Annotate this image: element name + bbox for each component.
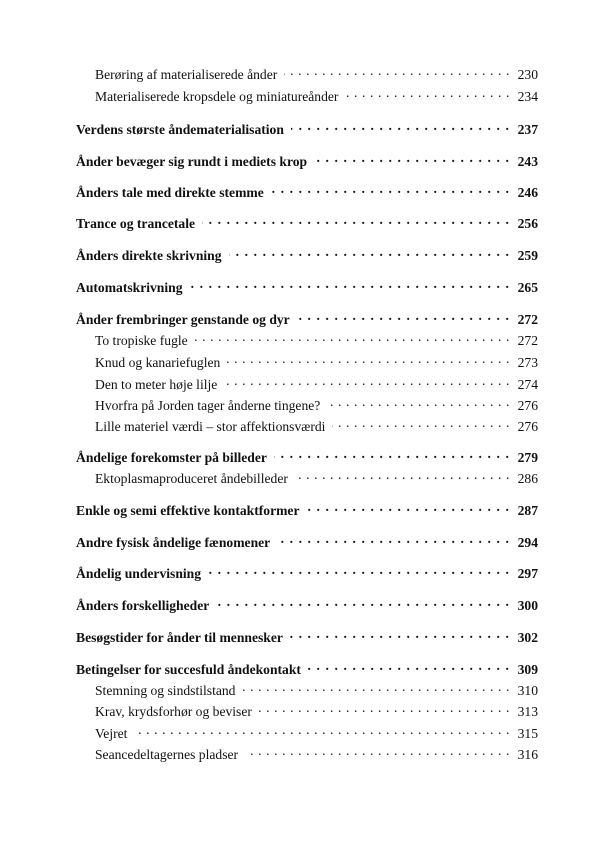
toc-entry-title: Ånders forskelligheder: [76, 598, 210, 613]
dot-leader: [271, 181, 510, 197]
toc-entry-title: Krav, krydsforhør og beviser: [95, 704, 252, 719]
toc-chapter-entry: [76, 276, 538, 296]
toc-entry-title: Automatskrivning: [76, 280, 183, 295]
toc-entry-page: 300: [517, 598, 538, 613]
dot-leader: [216, 594, 510, 610]
dot-leader: [307, 499, 510, 515]
dot-leader: [202, 212, 510, 228]
dot-leader: [229, 244, 510, 260]
dot-leader: [242, 679, 510, 695]
toc-chapter-entry: [76, 626, 538, 646]
toc-entry: [95, 743, 538, 763]
toc-entry-title: Berøring af materialiserede ånder: [95, 67, 278, 82]
toc-chapter-entry: [76, 446, 538, 466]
toc-entry-page: 302: [517, 630, 538, 645]
toc-entry-page: 310: [517, 683, 538, 698]
toc-entry-page: 276: [517, 398, 538, 413]
dot-leader: [245, 743, 510, 759]
toc-entry-page: 316: [517, 747, 538, 762]
toc-entry: [95, 415, 538, 435]
toc-entry-page: 297: [517, 566, 538, 581]
toc-entry: [95, 373, 538, 393]
toc-entry-title: Knud og kanariefuglen: [95, 355, 221, 370]
dot-leader: [274, 446, 510, 462]
toc-entry-page: 237: [517, 122, 538, 137]
toc-entry: [95, 700, 538, 720]
toc-entry-title: Andre fysisk åndelige fænomener: [76, 535, 271, 550]
toc-chapter-entry: [76, 181, 538, 201]
toc-entry-title: Ånders tale med direkte stemme: [76, 185, 264, 200]
dot-leader: [345, 85, 510, 101]
toc-entry-page: 276: [517, 419, 538, 434]
toc-entry-page: 272: [517, 333, 538, 348]
toc-chapter-entry: [76, 244, 538, 264]
toc-entry-title: Åndelig undervisning: [76, 566, 202, 581]
dot-leader: [332, 415, 510, 431]
toc-entry-page: 287: [517, 503, 538, 518]
toc-entry: [95, 394, 538, 414]
toc-entry-page: 246: [517, 185, 538, 200]
dot-leader: [290, 626, 510, 642]
dot-leader: [297, 308, 510, 324]
toc-entry: [95, 329, 538, 349]
toc-entry: [95, 85, 538, 105]
toc-entry: [95, 467, 538, 487]
toc-entry-title: Stemning og sindstilstand: [95, 683, 236, 698]
dot-leader: [259, 700, 510, 716]
toc-entry-page: 274: [517, 377, 538, 392]
dot-leader: [224, 373, 510, 389]
toc-chapter-entry: [76, 118, 538, 138]
toc-entry-page: 272: [517, 312, 538, 327]
toc-entry-title: Vejret: [95, 726, 128, 741]
toc-entry-page: 234: [517, 89, 538, 104]
toc-entry: [95, 679, 538, 699]
dot-leader: [208, 562, 510, 578]
toc-chapter-entry: [76, 212, 538, 232]
dot-leader: [327, 394, 510, 410]
toc-entry-title: Ånders direkte skrivning: [76, 248, 222, 263]
dot-leader: [295, 467, 510, 483]
toc-chapter-entry: [76, 150, 538, 170]
toc-entry-page: 256: [517, 216, 538, 231]
dot-leader: [195, 329, 510, 345]
toc-entry-title: Åndelige forekomster på billeder: [76, 450, 267, 465]
toc-chapter-entry: [76, 531, 538, 551]
toc-entry-title: To tropiske fugle: [95, 333, 188, 348]
toc-entry: [95, 63, 538, 83]
toc-entry-page: 230: [517, 67, 538, 82]
toc-entry-title: Ånder bevæger sig rundt i mediets krop: [76, 154, 308, 169]
toc-entry-page: 273: [517, 355, 538, 370]
dot-leader: [314, 150, 510, 166]
dot-leader: [308, 658, 510, 674]
toc-entry-page: 286: [517, 471, 538, 486]
toc-entry: [95, 351, 538, 371]
toc-chapter-entry: [76, 562, 538, 582]
toc-entry-title: Lille materiel værdi – stor affektionsværdi: [95, 419, 326, 434]
toc-chapter-entry: [76, 499, 538, 519]
dot-leader: [277, 531, 510, 547]
toc-entry-page: 315: [517, 726, 538, 741]
dot-leader: [284, 63, 510, 79]
dot-leader: [291, 118, 510, 134]
toc-entry-title: Betingelser for succesfuld åndekontakt: [76, 662, 301, 677]
toc-chapter-entry: [76, 308, 538, 328]
toc-entry-title: Seancedeltagernes pladser: [95, 747, 239, 762]
toc-entry-page: 313: [517, 704, 538, 719]
toc-entry-page: 259: [517, 248, 538, 263]
dot-leader: [134, 722, 510, 738]
toc-entry-title: Materialiserede kropsdele og miniatureånder: [95, 89, 339, 104]
toc-entry-page: 243: [517, 154, 538, 169]
toc-entry-title: Verdens største åndematerialisation: [76, 122, 284, 137]
toc-chapter-entry: [76, 658, 538, 678]
toc-entry-title: Den to meter høje lilje: [95, 377, 218, 392]
toc-entry-title: Besøgstider for ånder til mennesker: [76, 630, 283, 645]
dot-leader: [227, 351, 510, 367]
toc-chapter-entry: [76, 594, 538, 614]
toc-entry-page: 265: [517, 280, 538, 295]
toc-entry-page: 294: [517, 535, 538, 550]
toc-entry: [95, 722, 538, 742]
toc-entry-title: Trance og trancetale: [76, 216, 196, 231]
toc-entry-title: Ånder frembringer genstande og dyr: [76, 312, 290, 327]
toc-entry-title: Enkle og semi effektive kontaktformer: [76, 503, 300, 518]
toc-entry-title: Ektoplasmaproduceret åndebilleder: [95, 471, 288, 486]
dot-leader: [190, 276, 511, 292]
toc-entry-page: 309: [517, 662, 538, 677]
toc-entry-title: Hvorfra på Jorden tager ånderne tingene?: [95, 398, 321, 413]
toc-entry-page: 279: [517, 450, 538, 465]
